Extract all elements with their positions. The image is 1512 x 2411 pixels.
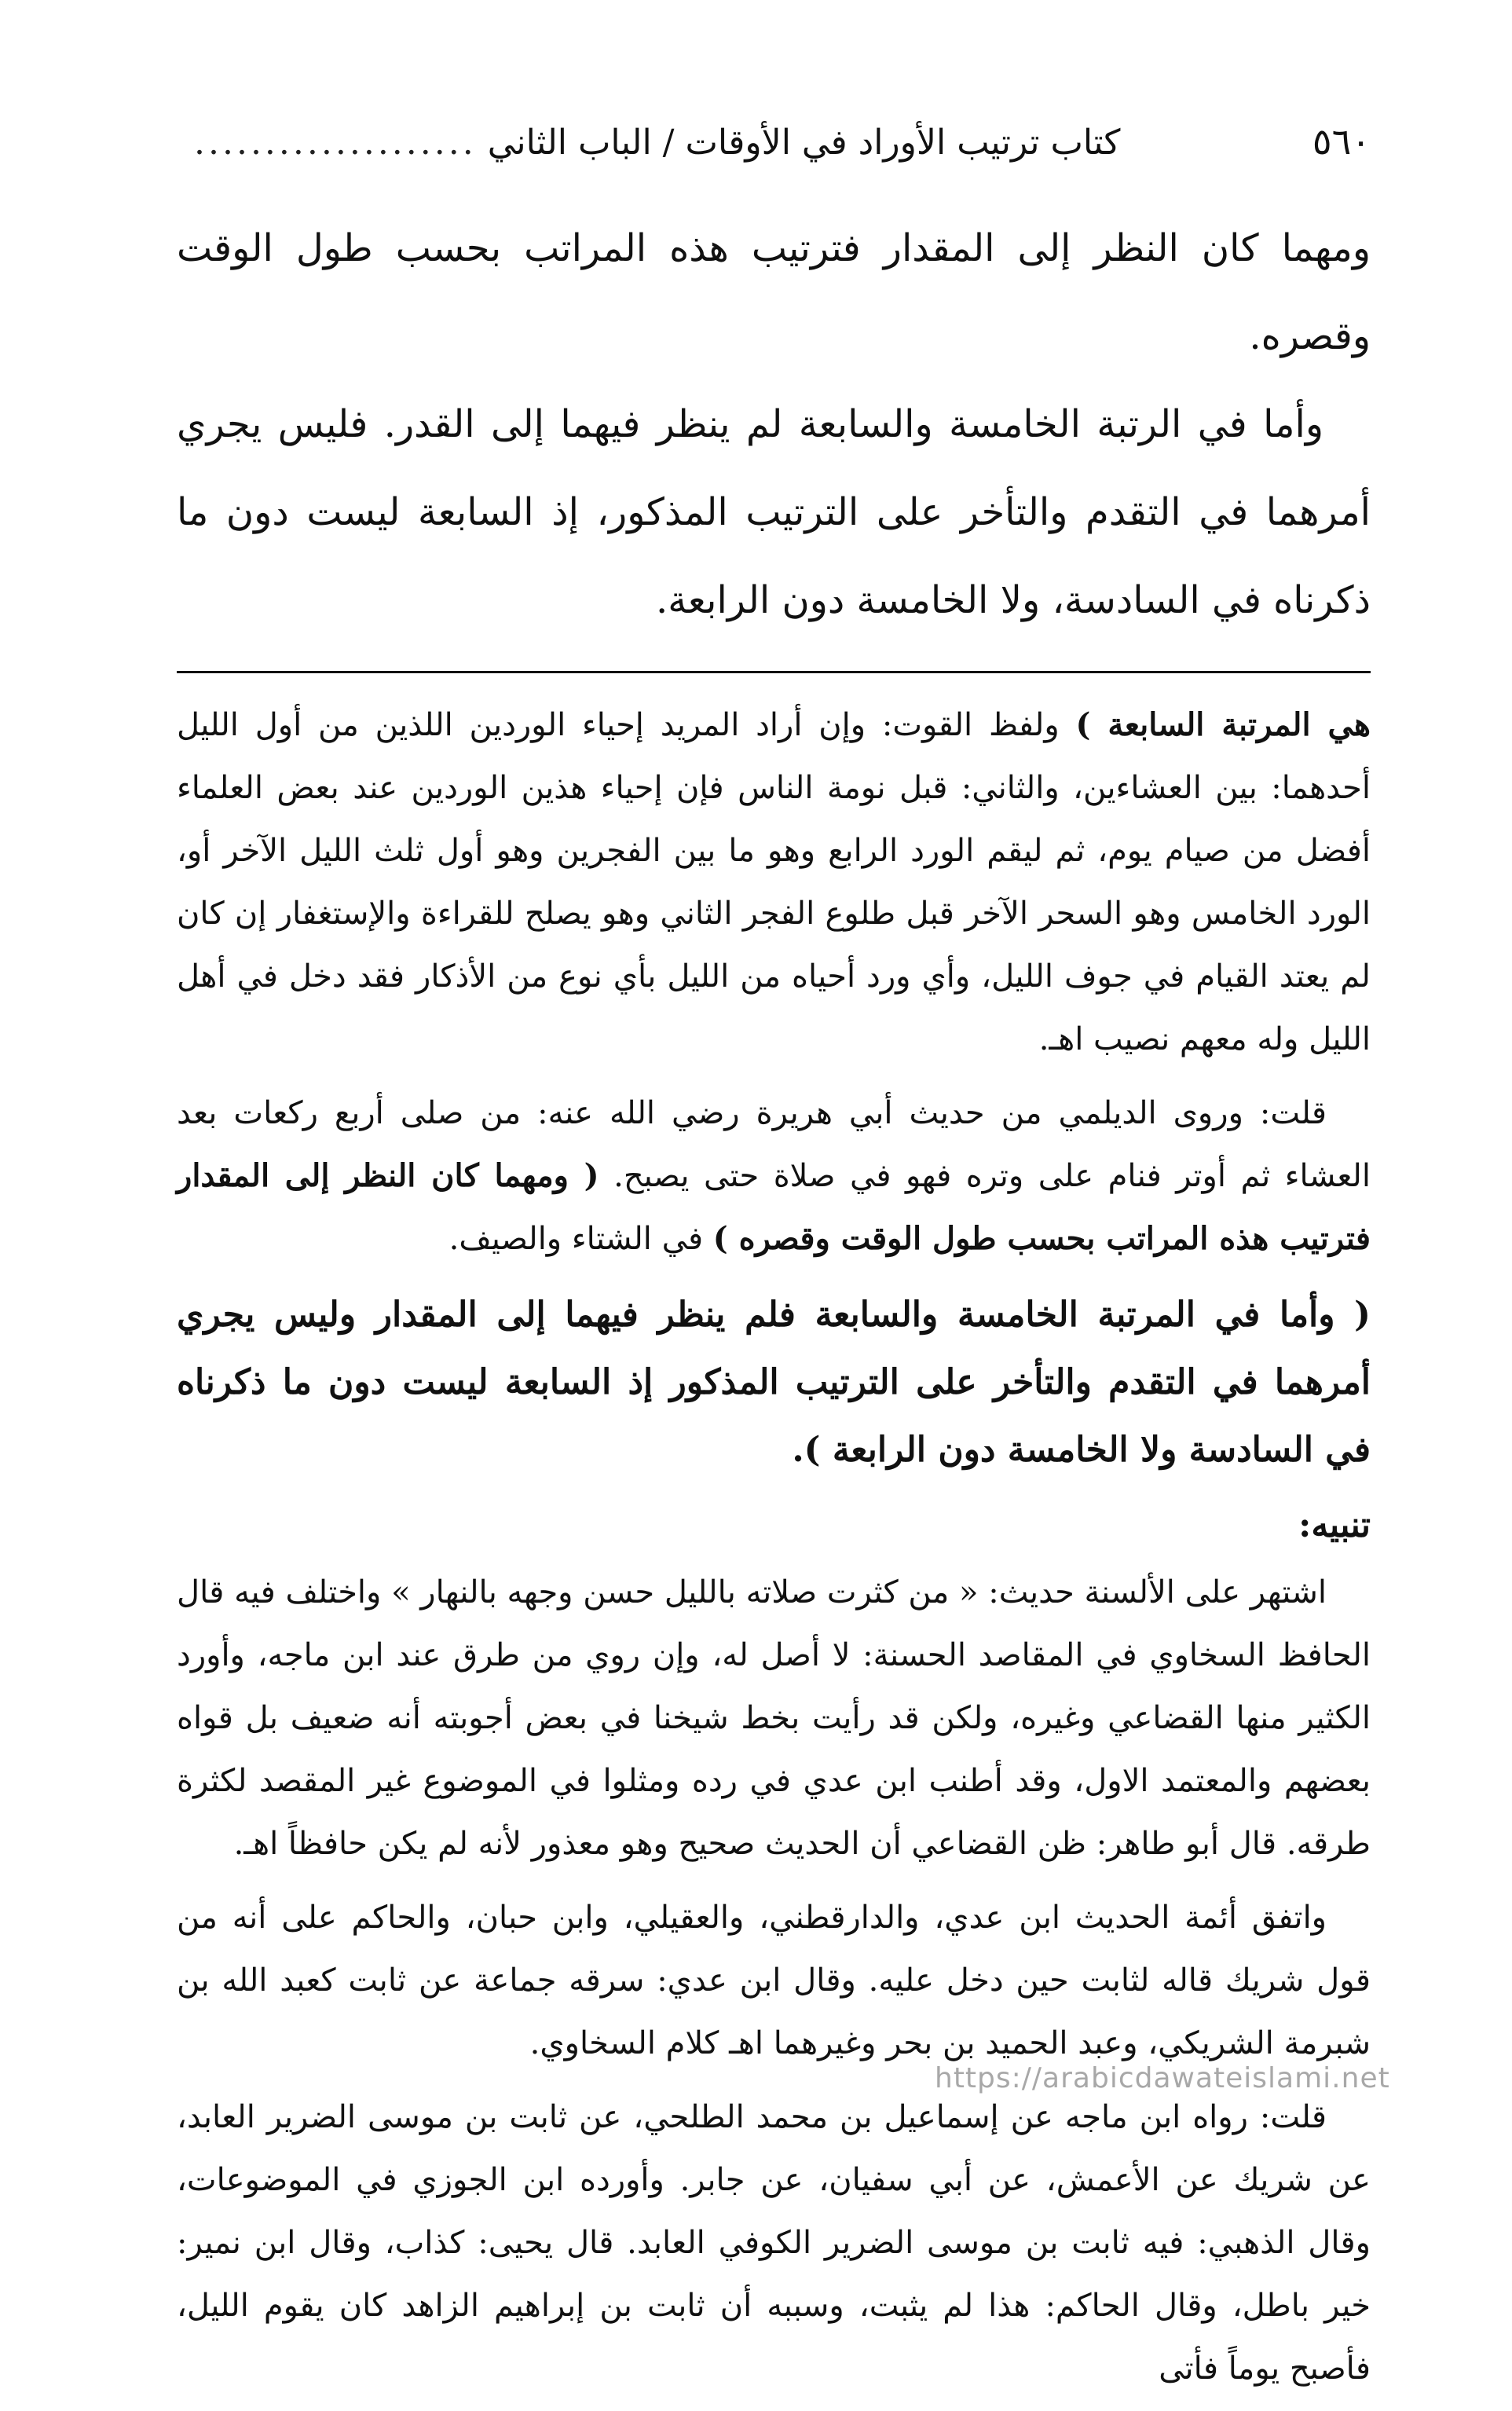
commentary-text-2: قلت: وروى الديلمي من حديث أبي هريرة رضي الله عنه: من صلى أربع ركعات بعد العشاء ثم أوتر فنام على وتره فهو في صلاة حتى يصبح. <box>177 1095 1371 1194</box>
commentary <box>177 694 1371 2400</box>
commentary-paragraph-6: قلت: رواه ابن ماجه عن إسماعيل بن محمد الطلحي، عن ثابت بن موسى الضرير العابد، عن شريك عن الأعمش، عن أبي سفيان، عن جابر. وأورده ابن الجوزي في الموضوعات، وقال الذهبي: فيه ثابت بن موسى الضرير الكوفي العابد. قال يحيى: كذاب، وقال ابن نمير: خير باطل، وقال الحاكم: هذا لم يثبت، وسببه أن ثابت بن إبراهيم الزاهد كان يقوم الليل، فأصبح يوماً فأتى <box>177 2099 1371 2387</box>
page-number: ٥٦٠ <box>1312 120 1371 163</box>
commentary-quote-1: هي المرتبة السابعة ) <box>1075 706 1371 743</box>
footnote-divider <box>177 671 1371 673</box>
commentary-paragraph-2 <box>177 1082 1371 1270</box>
commentary-quote-2: ( ومهما كان النظر إلى المقدار فترتيب هذه المراتب بحسب طول الوقت وقصره ) <box>177 1157 1371 1257</box>
commentary-text-2-tail: في الشتاء والصيف. <box>448 1221 713 1257</box>
main-paragraph-1: ومهما كان النظر إلى المقدار فترتيب هذه المراتب بحسب طول الوقت وقصره. <box>177 226 1371 358</box>
main-paragraph-2: وأما في الرتبة الخامسة والسابعة لم ينظر فيهما إلى القدر. فليس يجري أمرهما في التقدم والتأخر على الترتيب المذكور، إذ السابعة ليست دون ما ذكرناه في السادسة، ولا الخامسة دون الرابعة. <box>177 402 1371 622</box>
running-title-block <box>177 119 1312 167</box>
commentary-paragraph-5: واتفق أئمة الحديث ابن عدي، والدارقطني، والعقيلي، وابن حبان، والحاكم على أنه من قول شريك قاله لثابت حين دخل عليه. وقال ابن عدي: سرقه جماعة عن ثابت كعبد الله بن شبرمة الشريكي، وعبد الحميد بن بحر وغيرهما اهـ كلام السخاوي. <box>177 1900 1371 2061</box>
running-title: كتاب ترتيب الأوراد في الأوقات / الباب الثاني <box>487 123 1121 163</box>
commentary-text-1: ولفظ القوت: وإن أراد المريد إحياء الوردين اللذين من أول الليل أحدهما: بين العشاءين، والثاني: قبل نومة الناس فإن إحياء هذين الوردين عند بعض العلماء أفضل من صيام يوم، ثم ليقم الورد الرابع وهو ما بين الفجرين وهو أول ثلث الليل الآخر أو، الورد الخامس وهو السحر الآخر قبل طلوع الفجر الثاني وهو يصلح للقراءة والإستغفار إن كان لم يعتد القيام في جوف الليل، وأي ورد أحياه من الليل بأي نوع من الأذكار فقد دخل في أهل الليل وله معهم نصيب اهـ. <box>177 707 1371 1057</box>
tanbih-heading: تنبيه: <box>1298 1505 1371 1545</box>
commentary-paragraph-4: اشتهر على الألسنة حديث: « من كثرت صلاته بالليل حسن وجهه بالنهار » واختلف فيه قال الحافظ السخاوي في المقاصد الحسنة: لا أصل له، وإن روي من طرق عند ابن ماجه، وأورد الكثير منها القضاعي وغيره، ولكن قد رأيت بخط شيخنا في بعض أجوبته أنه ضعيف بل قواه بعضهم والمعتمد الاول، وقد أطنب ابن عدي في رده ومثلوا في الموضوع غير المقصد لكثرة طرقه. قال أبو طاهر: ظن القضاعي أن الحديث صحيح وهو معذور لأنه لم يكن حافظاً اهـ. <box>177 1574 1371 1862</box>
commentary-quote-3: ( وأما في المرتبة الخامسة والسابعة فلم ينظر فيهما إلى المقدار وليس يجري أمرهما في التقدم والتأخر على الترتيب المذكور إذ السابعة ليست دون ما ذكرناه في السادسة ولا الخامسة دون الرابعة ). <box>177 1295 1371 1470</box>
watermark-url: https://arabicdawateislami.net <box>935 2062 1390 2094</box>
page-header <box>177 118 1371 181</box>
main-text <box>177 204 1371 644</box>
leader-dots: .................... <box>194 123 477 163</box>
commentary-paragraph-1 <box>177 694 1371 1071</box>
